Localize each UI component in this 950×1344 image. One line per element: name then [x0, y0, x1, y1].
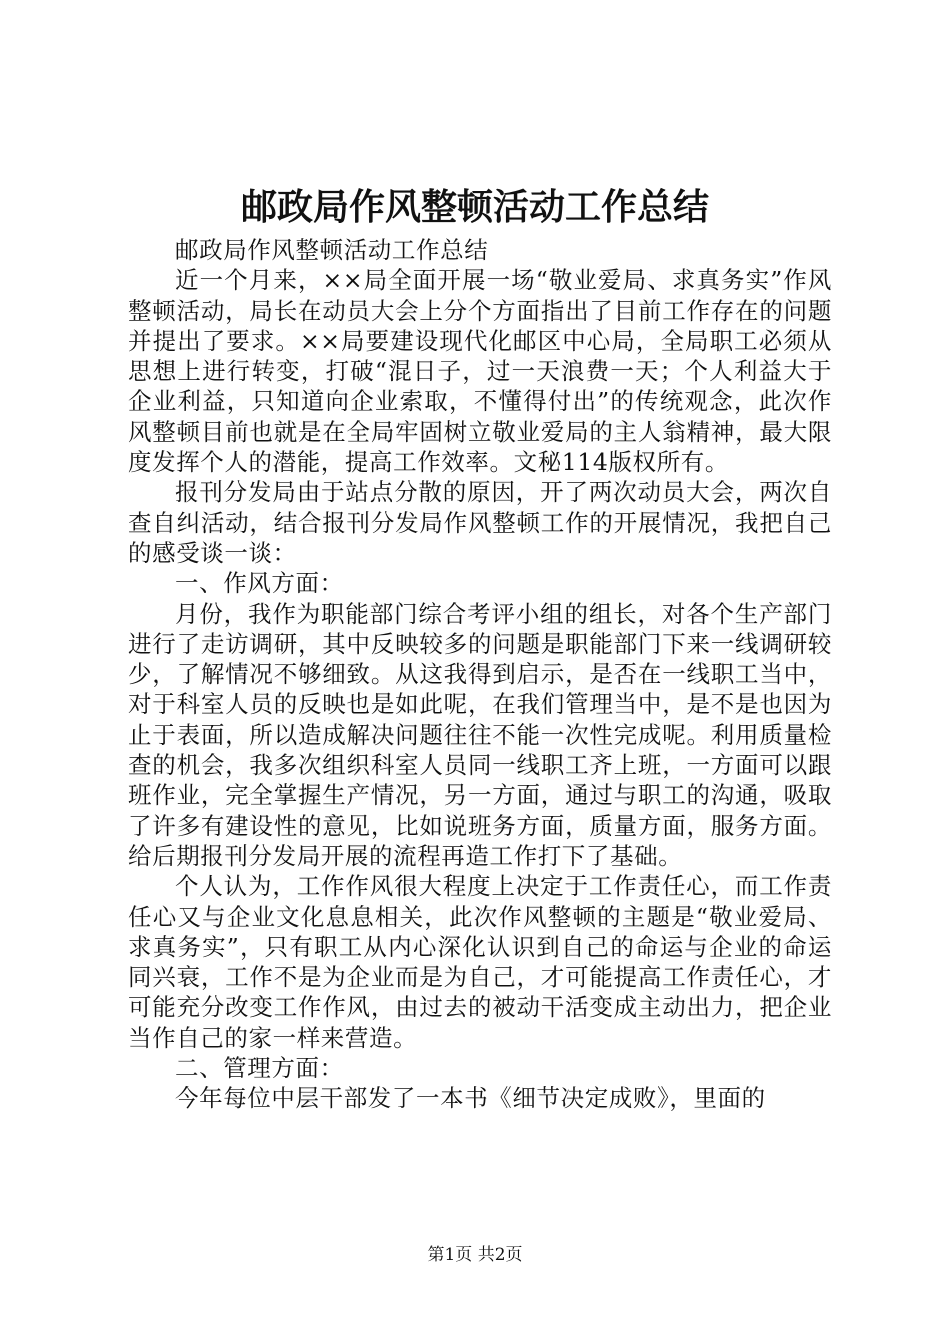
- paragraph-intro: 近一个月来，××局全面开展一场“敬业爱局、求真务实”作风整顿活动，局长在动员大会上分个方面指出了目前工作存在的问题并提出了要求。××局要建设现代化邮区中心局，全局职工必须从思想上进行转变，打破“混日子，过一天浪费一天；个人利益大于企业利益，只知道向企业索取，不懂得付出”的传统观念，此次作风整顿目前也就是在全局牢固树立敬业爱局的主人翁精神，最大限度发挥个人的潜能，提高工作效率。文秘114版权所有。: [128, 266, 832, 477]
- document-title: 邮政局作风整顿活动工作总结: [240, 186, 709, 228]
- paragraph-management-1: 今年每位中层干部发了一本书《细节决定成败》，里面的: [175, 1084, 766, 1113]
- paragraph-style-1: 月份，我作为职能部门综合考评小组的组长，对各个生产部门进行了走访调研，其中反映较多的问题是职能部门下来一线调研较少，了解情况不够细致。从这我得到启示，是否在一线职工当中，对于科室人员的反映也是如此呢，在我们管理当中，是不是也因为止于表面，所以造成解决问题往往不能一次性完成呢。利用质量检查的机会，我多次组织科室人员同一线职工齐上班，一方面可以跟班作业，完全掌握生产情况，另一方面，通过与职工的沟通，吸取了许多有建设性的意见，比如说班务方面，质量方面，服务方面。给后期报刊分发局开展的流程再造工作打下了基础。: [128, 599, 832, 870]
- section-heading-style: 一、作风方面：: [175, 569, 344, 598]
- document-body: [128, 235, 832, 1114]
- page-footer: 第1页 共2页: [427, 1245, 523, 1265]
- paragraph-style-2: 个人认为，工作作风很大程度上决定于工作责任心，而工作责任心又与企业文化息息相关，此次作风整顿的主题是“敬业爱局、求真务实”，只有职工从内心深化认识到自己的命运与企业的命运同兴衰，工作不是为企业而是为自己，才可能提高工作责任心，才可能充分改变工作作风，由过去的被动干活变成主动出力，把企业当作自己的家一样来营造。: [128, 872, 832, 1052]
- paragraph-context: 报刊分发局由于站点分散的原因，开了两次动员大会，两次自查自纠活动，结合报刊分发局作风整顿工作的开展情况，我把自己的感受谈一谈：: [128, 478, 832, 567]
- section-heading-management: 二、管理方面：: [175, 1054, 344, 1083]
- document-subtitle: 邮政局作风整顿活动工作总结: [175, 236, 489, 264]
